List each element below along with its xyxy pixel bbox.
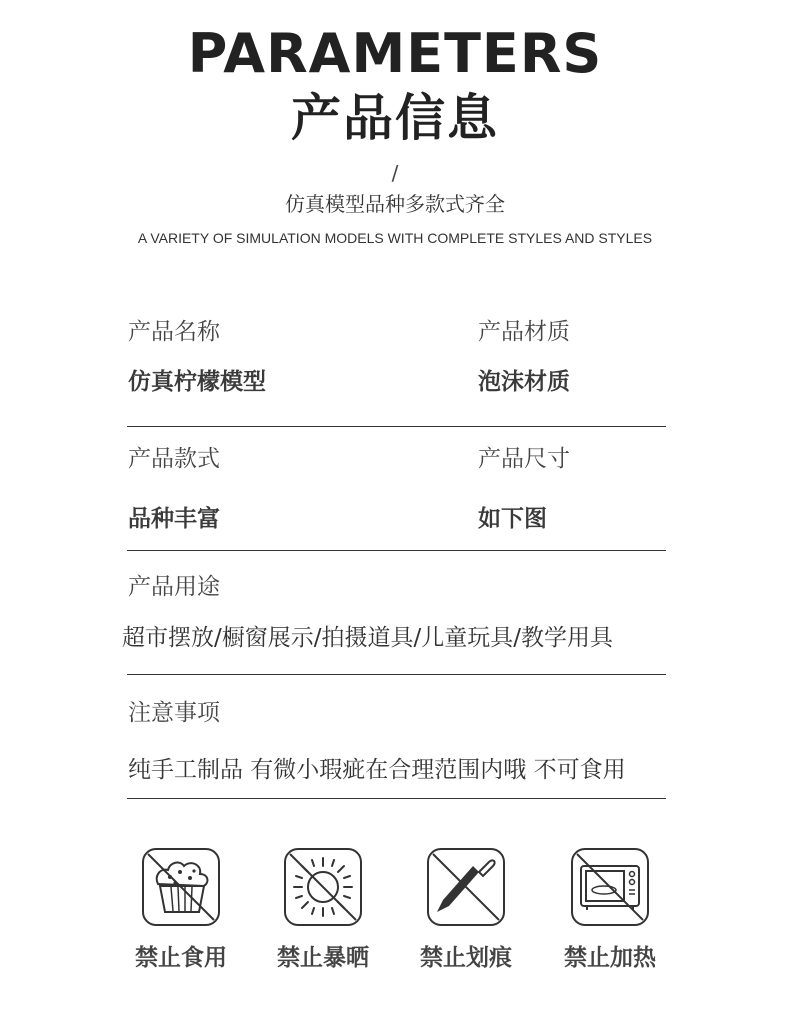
no-scratch-label: 禁止划痕 — [420, 945, 512, 971]
notes-value: 纯手工制品 有微小瑕疵在合理范围内哦 不可食用 — [128, 757, 626, 783]
no-eating-icon — [142, 848, 220, 926]
divider-line — [127, 550, 666, 551]
subtitle-cn: 仿真模型品种多款式齐全 — [285, 192, 505, 216]
divider-line — [127, 426, 666, 427]
no-sun-icon — [284, 848, 362, 926]
no-scratch-icon — [427, 848, 505, 926]
page-title-en: PARAMETERS — [187, 22, 603, 85]
product-style-label: 产品款式 — [128, 446, 220, 472]
product-size-value: 如下图 — [478, 506, 547, 532]
product-style-value: 品种丰富 — [128, 506, 220, 532]
no-sun-label: 禁止暴晒 — [277, 945, 369, 971]
no-heating-icon — [571, 848, 649, 926]
product-name-label: 产品名称 — [128, 319, 220, 345]
product-name-value: 仿真柠檬模型 — [128, 369, 266, 395]
no-eating-label: 禁止食用 — [135, 945, 227, 971]
divider-line — [127, 798, 666, 799]
no-heating-label: 禁止加热 — [564, 945, 656, 971]
product-usage-label: 产品用途 — [128, 574, 220, 600]
notes-label: 注意事项 — [128, 700, 220, 726]
product-material-value: 泡沫材质 — [478, 369, 570, 395]
title-divider-slash: / — [391, 161, 399, 185]
subtitle-en: A VARIETY OF SIMULATION MODELS WITH COMPLETE STYLES AND STYLES — [137, 230, 653, 246]
product-material-label: 产品材质 — [478, 319, 570, 345]
page-title-cn: 产品信息 — [291, 89, 499, 147]
product-size-label: 产品尺寸 — [478, 446, 570, 472]
product-usage-value: 超市摆放/橱窗展示/拍摄道具/儿童玩具/教学用具 — [122, 625, 613, 651]
divider-line — [127, 674, 666, 675]
